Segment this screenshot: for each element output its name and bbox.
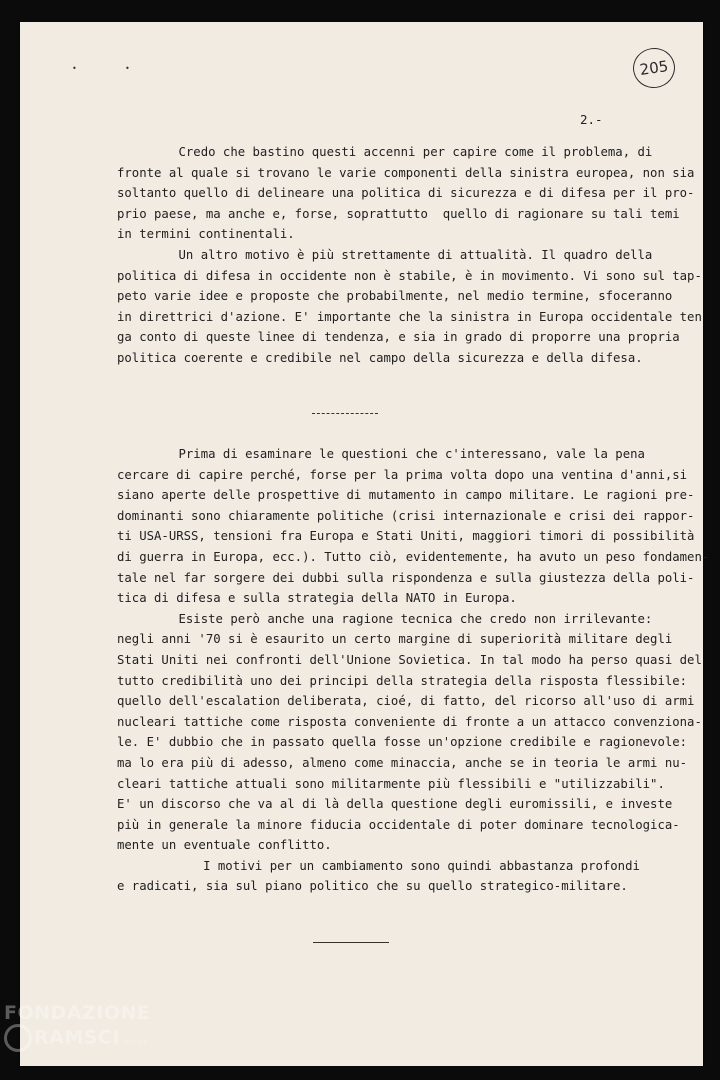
text-line: E' un discorso che va al di là della questione degli euromissili, e investe [117, 797, 673, 812]
text-line: tutto credibilità uno dei principi della strategia della risposta flessibile: [117, 673, 688, 688]
text-line: ma lo era più di adesso, almeno come minaccia, anche se in teoria le armi nu- [117, 755, 688, 770]
text-line: più in generale la minore fiducia occidentale di poter dominare tecnologica- [117, 817, 680, 832]
text-line: negli anni '70 si è esaurito un certo margine di superiorità militare degli [117, 632, 673, 647]
text-line: tale nel far sorgere dei dubbi sulla rispondenza e sulla giustezza della poli- [117, 570, 695, 585]
end-separator [313, 942, 389, 943]
text-line: politica di difesa in occidente non è stabile, è in movimento. Vi sono sul tap- [117, 268, 702, 283]
text-line: I motivi per un cambiamento sono quindi abbastanza profondi [203, 858, 640, 873]
text-line: di guerra in Europa, ecc.). Tutto ciò, evidentemente, ha avuto un peso fondamen- [117, 549, 710, 564]
text-line: ti USA-URSS, tensioni fra Europa e Stati Uniti, maggiori timori di possibilità [117, 529, 695, 544]
text-line: fronte al quale si trovano le varie componenti della sinistra europea, non sia [117, 165, 695, 180]
text-line: soltanto quello di delineare una politica di sicurezza e di difesa per il pro- [117, 186, 695, 201]
text-line: Un altro motivo è più strettamente di attualità. Il quadro della [178, 247, 653, 262]
text-line: Prima di esaminare le questioni che c'interessano, vale la pena [178, 447, 645, 461]
section-one [117, 142, 702, 369]
watermark-line2: RAMSCI [34, 1026, 120, 1049]
text-line: nucleari tattiche come risposta conveniente di fronte a un attacco convenziona- [117, 714, 702, 729]
watermark-line3: onlus [123, 1036, 148, 1046]
text-line: peto varie idee e proposte che probabilmente, nel medio termine, sfoceranno [117, 289, 673, 304]
text-line: in termini continentali. [117, 227, 295, 242]
text-line: Credo che bastino questi accenni per capire come il problema, di [178, 145, 653, 159]
text-line: dominanti sono chiaramente politiche (crisi internazionale e crisi dei rappor- [117, 508, 695, 523]
text-line: Esiste però anche una ragione tecnica che credo non irrilevante: [178, 611, 653, 626]
document-page [20, 22, 710, 1066]
watermark-line1: FONDAZIONE [4, 1002, 151, 1024]
text-line: cercare di capire perché, forse per la prima volta dopo una ventina d'anni,si [117, 467, 688, 482]
text-line: ga conto di queste linee di tendenza, e sia in grado di proporre una propria [117, 330, 680, 345]
text-line: Stati Uniti nei confronti dell'Unione Sovietica. In tal modo ha perso quasi del [117, 652, 702, 667]
gramsci-g-icon [4, 1024, 32, 1052]
archive-number-stamp: 205 [630, 45, 677, 90]
section-separator [312, 413, 378, 414]
text-line: tica di difesa e sulla strategia della NATO in Europa. [117, 591, 517, 606]
page-number: 2.- [580, 112, 603, 127]
watermark-logo [4, 1002, 184, 1053]
text-line: e radicati, sia sul piano politico che su quello strategico-militare. [117, 879, 628, 894]
text-line: prio paese, ma anche e, forse, soprattutto quello di ragionare su tali temi [117, 206, 680, 221]
text-line: quello dell'escalation deliberata, cioé, di fatto, del ricorso all'uso di armi [117, 694, 695, 709]
section-two [117, 444, 710, 897]
text-line: politica coerente e credibile nel campo della sicurezza e della difesa. [117, 350, 643, 365]
text-line: mente un eventuale conflitto. [117, 838, 332, 853]
paper-marks: • • [72, 64, 130, 73]
text-line: siano aperte delle prospettive di mutamento in campo militare. Le ragioni pre- [117, 488, 695, 503]
text-line: cleari tattiche attuali sono militarmente più flessibili e "utilizzabili". [117, 776, 665, 791]
text-line: in direttrici d'azione. E' importante che la sinistra in Europa occidentale ten [117, 309, 702, 324]
text-line: le. E' dubbio che in passato quella fosse un'opzione credibile e ragionevole: [117, 735, 688, 750]
